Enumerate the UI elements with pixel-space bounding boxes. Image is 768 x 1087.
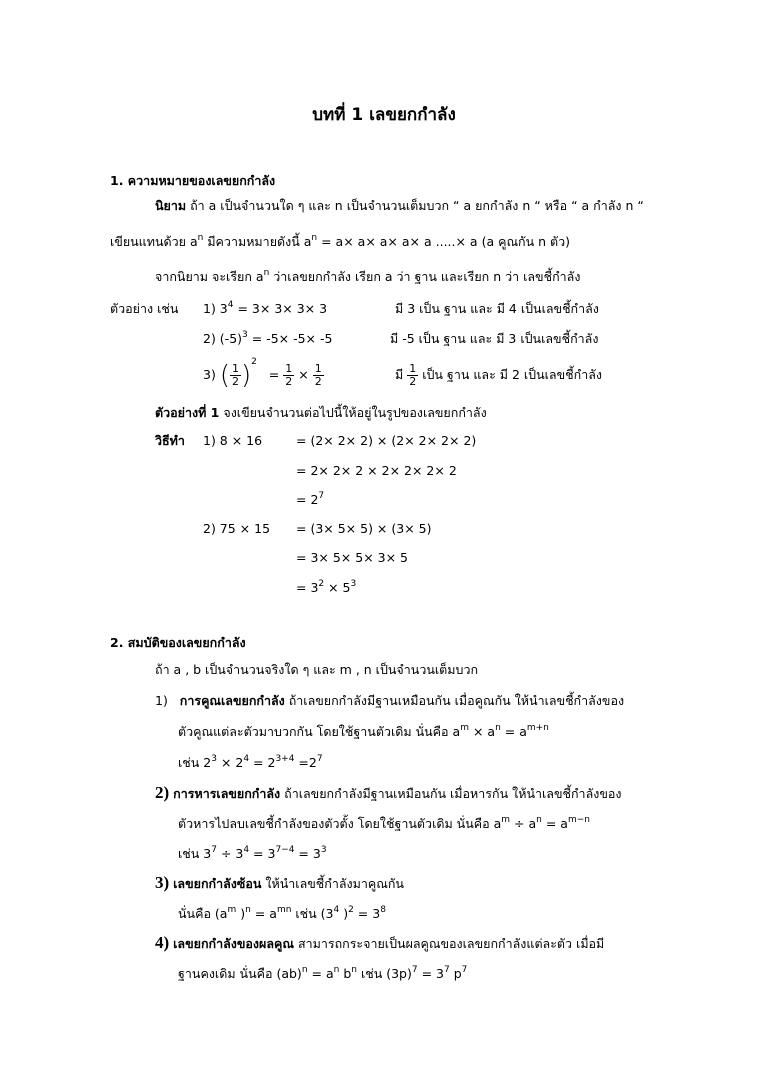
frac-num-3: 1 [314,362,322,375]
solution-2-row-2: = 3× 5× 5× 3× 5 [296,550,408,565]
p3-l2-s2: 2 [348,904,354,915]
p3-l2-s3: 8 [380,904,386,915]
from-pre: จากนิยาม จะเรียก a [155,269,264,284]
p2-text: ถ้าเลขยกกำลังมีฐานเหมือนกัน เมื่อหารกัน ให้นำเลขชี้กำลังของ [280,786,622,801]
p1-ex-pre: เช่น 2 [178,755,212,770]
p2-l2-n: n [536,814,542,825]
frac-num: 1 [231,362,239,375]
example-3 [203,356,324,391]
ex3-note-post: เป็น ฐาน และ มี 2 เป็นเลขชี้กำลัง [418,367,602,382]
p4-num: 4) [155,933,170,952]
p1-ex-s2: 4 [243,753,250,764]
sol1-r3-pre: = 2 [296,492,319,507]
frac-num-4: 1 [409,362,417,375]
p2-ex-m2: = 3 [249,846,276,861]
frac-den-3: 2 [314,375,322,388]
ex3-times: × [298,367,309,382]
property-4-line-2 [178,965,467,983]
section-2-intro: ถ้า a , b เป็นจำนวนจริงใด ๆ และ m , n เป็นจำนวนเต็มบวก [155,662,479,677]
p2-l2-m: m [501,814,511,825]
p4-l2-ex: เช่น (3p) [356,966,412,981]
p3-l2-m2: ) [339,906,349,921]
ex2-pre: 2) (-5) [203,331,243,346]
p4-l2-n2: n [333,964,340,975]
p3-num: 3) [155,873,170,892]
ex1-sup: 4 [227,299,234,310]
p3-l2-s1: 4 [333,904,340,915]
sup-n-2: n [311,232,318,243]
example-1-note: มี 3 เป็น ฐาน และ มี 4 เป็นเลขชี้กำลัง [395,301,599,316]
p1-ex-s3: 3+4 [275,753,295,764]
p1-l2-mid: × a [468,724,496,739]
fraction-one-half-2 [283,363,294,388]
def2-post: = a× a× a× a× a .....× a (a คูณกัน n ตัว) [317,234,571,249]
p2-ex-s4: 3 [320,844,327,855]
sup-n-3: n [263,267,270,278]
p4-l2-n3: n [351,964,357,975]
property-3-line-2 [178,905,386,923]
definition-label: นิยาม [155,198,187,213]
ex1-pre: 1) 3 [203,301,228,316]
property-3-line-1 [155,874,404,893]
fraction-one-half [230,363,241,388]
ex1-post: = 3× 3× 3× 3 [233,301,328,316]
p1-l2-m: m [460,722,469,733]
worked-example-heading [155,404,487,422]
p4-text: สามารถกระจายเป็นผลคูณของเลขยกกำลังแต่ละตัว เมื่อมี [293,936,605,951]
definition-line-2 [110,233,570,251]
example-1 [203,300,327,318]
fraction-one-half-3 [313,363,324,388]
example-2-note: มี -5 เป็น ฐาน และ มี 3 เป็นเลขชี้กำลัง [390,331,599,346]
solution-2-lhs: 2) 75 × 15 [203,521,271,536]
property-2-line-1 [155,784,621,803]
frac-den-2: 2 [285,375,293,388]
p3-l2-mn: mn [276,904,292,915]
close-paren: ) [240,360,252,391]
property-1-line-2 [178,723,549,741]
p3-l2-m3: = 3 [353,906,381,921]
section-2-heading: 2. สมบัติของเลขยกกำลัง [110,635,246,650]
p1-num: 1) [155,693,168,708]
from-definition-line [155,268,580,286]
p3-l2-ex: เช่น (3 [291,906,334,921]
p1-ex-m3: =2 [294,755,317,770]
worked-example-text: จงเขียนจำนวนต่อไปนี้ให้อยู่ในรูปของเลขยกกำลัง [219,405,487,420]
p4-l2-b: b [339,966,352,981]
p4-l2-m2: p [449,966,462,981]
p2-ex-s3: 7−4 [275,844,295,855]
p2-ex-s1: 7 [211,844,217,855]
definition-text: ถ้า a เป็นจำนวนใด ๆ และ n เป็นจำนวนเต็มบวก “ a ยกกำลัง n “ หรือ “ a กำลัง n “ [186,198,644,213]
p2-l2-mn: m−n [567,814,590,825]
frac-den-4: 2 [409,375,417,388]
p4-l2-eq: = a [307,966,334,981]
property-2-example [178,845,327,863]
solution-1-lhs: 1) 8 × 16 [203,433,263,448]
p4-l2-pre: ฐานคงเดิม นั่นคือ (ab) [178,966,302,981]
section-1-heading: 1. ความหมายของเลขยกกำลัง [110,173,276,188]
p2-ex-pre: เช่น 3 [178,846,212,861]
p4-l2-s3: 7 [461,964,468,975]
p1-bold: การคูณเลขยกกำลัง [179,693,285,708]
fraction-one-half-4 [407,363,418,388]
sol1-r3-sup: 7 [318,490,325,501]
p1-l2-pre: ตัวคูณแต่ละตัวมาบวกกัน โดยใช้ฐานตัวเดิม นั่นคือ a [178,724,461,739]
p1-ex-s4: 7 [316,753,323,764]
p4-l2-m1: = 3 [417,966,444,981]
p1-l2-eq: = a [500,724,527,739]
p3-l2-eq: = a [250,906,277,921]
p1-l2-n: n [495,722,501,733]
p2-ex-m3: = 3 [294,846,321,861]
ex3-sup: 2 [251,356,257,367]
property-2-line-2 [178,815,590,833]
property-1-example [178,754,323,772]
p2-l2-mid: ÷ a [510,816,537,831]
p1-ex-s1: 3 [211,753,217,764]
solution-2-row-1: = (3× 5× 5) × (3× 5) [296,521,432,536]
ex3-pre: 3) [203,367,216,382]
p2-bold: การหารเลขยกกำลัง [173,786,281,801]
def2-pre: เขียนแทนด้วย a [110,234,198,249]
ex3-eq: = [268,367,280,382]
sol2-r3-pre: = 3 [296,580,319,595]
ex2-post: = -5× -5× -5 [247,331,333,346]
frac-num-2: 1 [285,362,293,375]
p1-ex-m1: × 2 [216,755,244,770]
sup-n: n [197,232,204,243]
solution-1-row-3 [296,491,324,509]
p4-l2-n: n [301,964,308,975]
example-label: ตัวอย่าง เช่น [110,301,179,316]
p2-num: 2) [155,783,170,802]
p4-bold: เลขยกกำลังของผลคูณ [173,936,294,951]
p2-l2-eq: = a [541,816,568,831]
worked-example-label: ตัวอย่างที่ 1 [155,405,220,420]
solution-1-row-1: = (2× 2× 2) × (2× 2× 2× 2) [296,433,477,448]
p2-l2-pre: ตัวหารไปลบเลขชี้กำลังของตัวตั้ง โดยใช้ฐานตัวเดิม นั่นคือ a [178,816,502,831]
open-paren: ( [219,360,230,391]
def2-mid: มีความหมายดังนี้ a [203,234,312,249]
p3-text: ให้นำเลขชี้กำลังมาคูณกัน [261,876,404,891]
p4-l2-s1: 7 [411,964,418,975]
p4-l2-s2: 7 [443,964,450,975]
solution-1-row-2: = 2× 2× 2 × 2× 2× 2× 2 [296,463,457,478]
p1-ex-m2: = 2 [249,755,276,770]
p2-ex-m1: ÷ 3 [216,846,244,861]
p3-l2-mid: ) [236,906,246,921]
solution-label: วิธีทำ [155,433,185,448]
property-4-line-1 [155,934,604,953]
solution-2-row-3 [296,579,356,597]
p2-ex-s2: 4 [243,844,250,855]
definition-line-1 [155,197,644,215]
p3-l2-n: n [245,904,251,915]
p1-text: ถ้าเลขยกกำลังมีฐานเหมือนกัน เมื่อคูณกัน ให้นำเลขชี้กำลังของ [284,693,625,708]
ex3-note-pre: มี [395,367,404,382]
property-1-line-1 [155,692,624,710]
page-title: บทที่ 1 เลขยกกำลัง [312,105,456,125]
example-2 [203,330,332,348]
example-3-note [395,360,602,390]
sol2-r3-mid: × 5 [324,580,351,595]
sol2-r3-sup1: 2 [318,578,325,589]
p3-l2-m: m [227,904,237,915]
frac-den: 2 [231,375,239,388]
p3-l2-pre: นั่นคือ (a [178,906,228,921]
p1-l2-mn: m+n [526,722,549,733]
p3-bold: เลขยกกำลังซ้อน [173,876,262,891]
ex2-sup: 3 [242,329,248,340]
sol2-r3-sup2: 3 [350,578,357,589]
from-post: ว่าเลขยกกำลัง เรียก a ว่า ฐาน และเรียก n ว่า เลขชี้กำลัง [269,269,581,284]
